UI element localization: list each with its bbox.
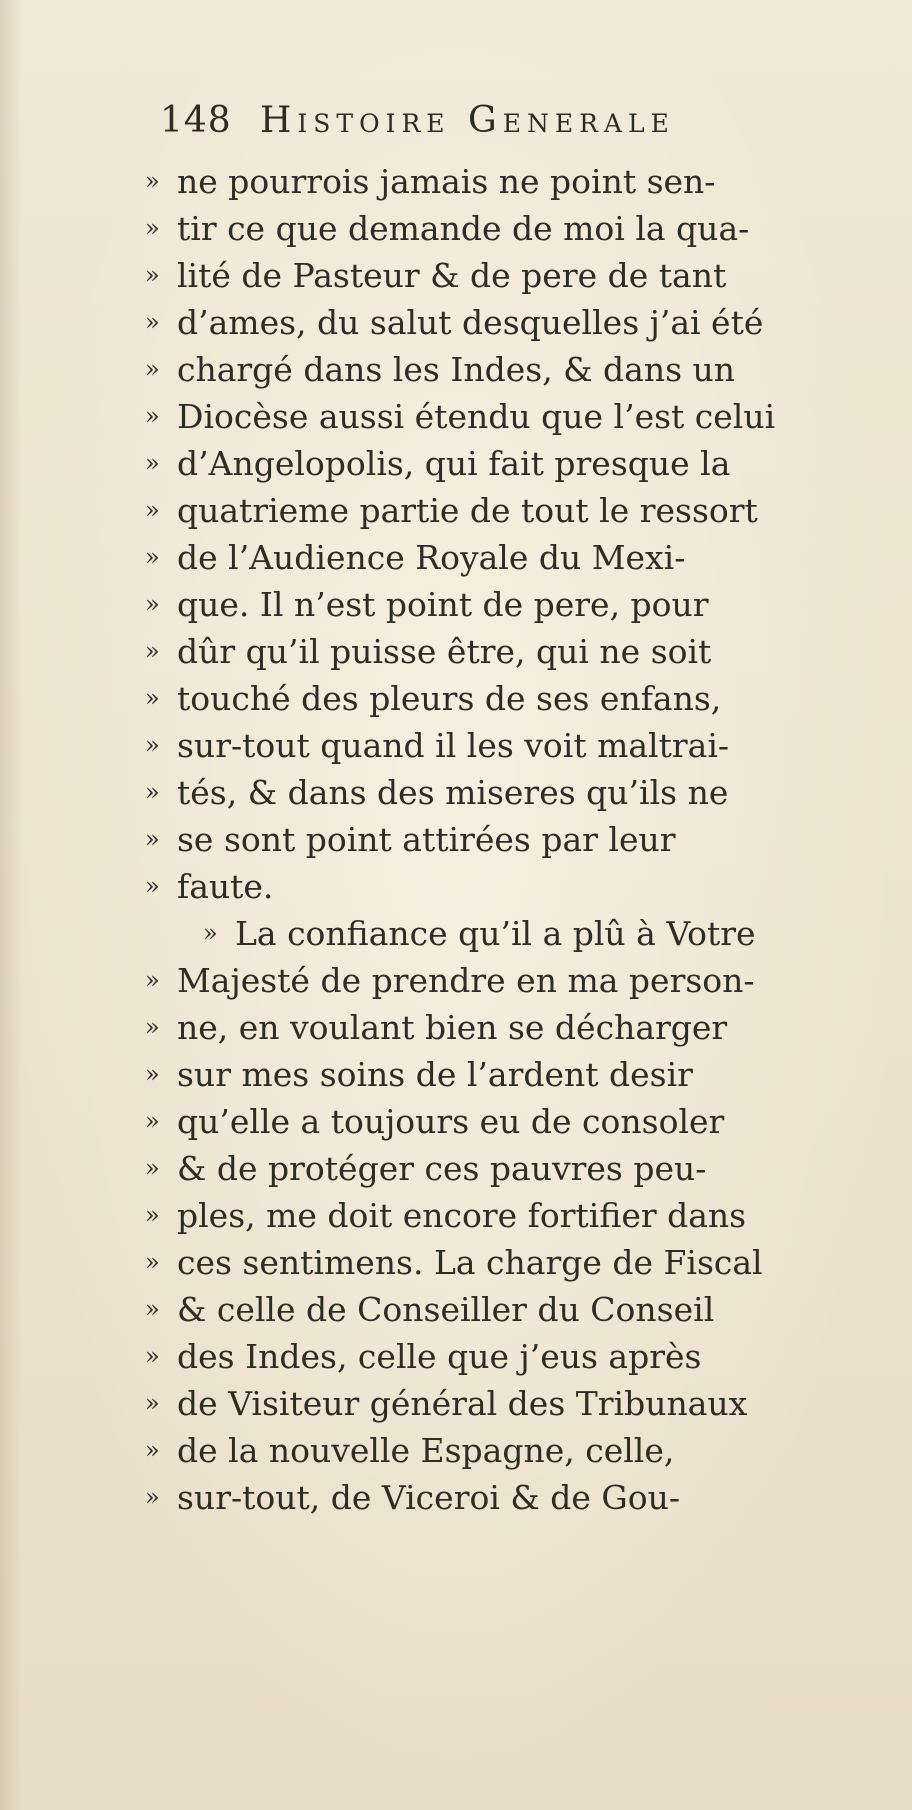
quote-mark: » [145,261,160,289]
line-text: se sont point attirées par leur [177,820,676,859]
line-text: que. Il n’est point de pere, pour [177,585,709,624]
quote-mark: » [145,1295,160,1323]
page-number: 148 [160,100,232,141]
quote-mark: » [145,590,160,618]
line-text: des Indes, celle que j’eus après [177,1337,702,1376]
line-text: sur mes soins de l’ardent desir [177,1055,693,1094]
line-text: tir ce que demande de moi la qua- [177,209,750,248]
text-line [145,1286,865,1333]
line-text: tés, & dans des miseres qu’ils ne [177,773,729,812]
line-text: & de protéger ces pauvres peu- [177,1149,707,1188]
line-text: La confiance qu’il a plû à Votre [235,914,756,953]
line-text: Majesté de prendre en ma person- [177,961,755,1000]
text-line [145,158,865,205]
text-line [145,957,865,1004]
quote-mark: » [145,684,160,712]
quote-mark: » [145,966,160,994]
page-header [160,100,810,150]
line-text: ne pourrois jamais ne point sen- [177,162,716,201]
line-text: de la nouvelle Espagne, celle, [177,1431,675,1470]
quote-mark: » [145,1201,160,1229]
line-text: sur-tout, de Viceroi & de Gou- [177,1478,681,1517]
text-line [145,1145,865,1192]
text-line [145,1474,865,1521]
text-line [145,675,865,722]
text-line [145,581,865,628]
line-text: ces sentimens. La charge de Fiscal [177,1243,763,1282]
line-text: lité de Pasteur & de pere de tant [177,256,727,295]
text-line [145,628,865,675]
quote-mark: » [145,1389,160,1417]
line-text: de l’Audience Royale du Mexi- [177,538,686,577]
text-line [145,1192,865,1239]
text-line [145,722,865,769]
quote-mark: » [145,1107,160,1135]
text-line [145,252,865,299]
quote-mark: » [145,355,160,383]
line-text: sur-tout quand il les voit maltrai- [177,726,730,765]
text-line [145,299,865,346]
quote-mark: » [145,1154,160,1182]
line-text: touché des pleurs de ses enfans, [177,679,722,718]
line-text: & celle de Conseiller du Conseil [177,1290,715,1329]
text-line [145,1051,865,1098]
text-line [145,393,865,440]
quote-mark: » [145,496,160,524]
quote-mark: » [145,731,160,759]
text-line-paragraph-start [145,910,865,957]
text-line [145,534,865,581]
quote-mark: » [145,167,160,195]
text-line [145,863,865,910]
line-text: de Visiteur général des Tribunaux [177,1384,748,1423]
line-text: ples, me doit encore fortifier dans [177,1196,747,1235]
page-edge-shadow [0,0,22,1810]
line-text: d’ames, du salut desquelles j’ai été [177,303,764,342]
quote-mark: » [145,449,160,477]
text-line [145,1380,865,1427]
line-text: d’Angelopolis, qui fait presque la [177,444,731,483]
quote-mark: » [145,1436,160,1464]
quote-mark: » [145,214,160,242]
text-line [145,1239,865,1286]
text-line [145,1333,865,1380]
text-line [145,1098,865,1145]
text-line [145,769,865,816]
body-text [145,158,865,1521]
line-text: dûr qu’il puisse être, qui ne soit [177,632,712,671]
line-text: chargé dans les Indes, & dans un [177,350,736,389]
text-line [145,816,865,863]
line-text: ne, en voulant bien se décharger [177,1008,728,1047]
quote-mark: » [145,543,160,571]
quote-mark: » [145,1060,160,1088]
quote-mark: » [145,402,160,430]
line-text: Diocèse aussi étendu que l’est celui [177,397,776,436]
line-text: qu’elle a toujours eu de consoler [177,1102,725,1141]
quote-mark: » [145,1342,160,1370]
quote-mark: » [145,1248,160,1276]
quote-mark: » [145,825,160,853]
quote-mark: » [145,637,160,665]
quote-mark: » [145,872,160,900]
text-line [145,487,865,534]
text-line [145,346,865,393]
running-title: Histoire Generale [260,100,675,141]
quote-mark: » [145,1483,160,1511]
line-text: quatrieme partie de tout le ressort [177,491,758,530]
quote-mark: » [145,1013,160,1041]
quote-mark: » [203,919,218,947]
quote-mark: » [145,778,160,806]
quote-mark: » [145,308,160,336]
text-line [145,440,865,487]
text-line [145,1427,865,1474]
line-text: faute. [177,867,274,906]
text-line [145,1004,865,1051]
text-line [145,205,865,252]
